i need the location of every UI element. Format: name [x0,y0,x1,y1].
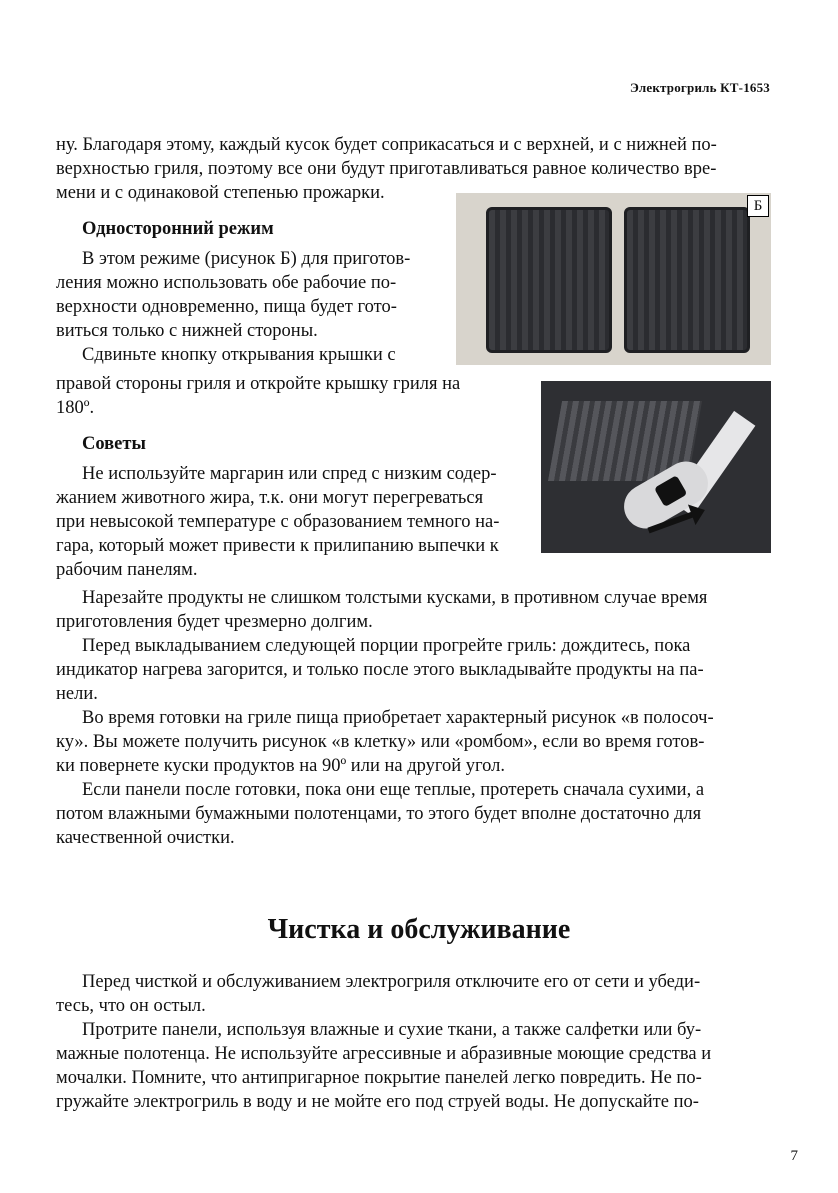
text-line: мочалки. Помните, что антипригарное покрытие панелей легко повредить. Не по- [56,1068,702,1088]
figure-hinge-button [541,381,771,553]
figure-label: Б [747,195,769,217]
text-line: Сдвиньте кнопку открывания крышки с [82,345,396,365]
text-line: рабочим панелям. [56,560,198,580]
cleaning-section [56,970,771,1114]
text-line: мени и с одинаковой степенью прожарки. [56,183,385,203]
text-line: Перед выкладыванием следующей порции прогрейте гриль: дождитесь, пока [82,636,691,656]
page-header: Электрогриль КТ-1653 [630,80,770,95]
text-line: ку». Вы можете получить рисунок «в клетку» или «ромбом», если во время готов- [56,732,705,752]
single-mode-heading: Односторонний режим [82,219,274,239]
page-number: 7 [790,1148,798,1164]
text-line: потом влажными бумажными полотенцами, то этого будет вполне достаточно для [56,804,702,824]
release-button [654,475,688,507]
text-line: Перед чисткой и обслуживанием электрогриля отключите его от сети и убеди- [82,972,701,992]
single-mode-continued [56,372,536,420]
text-line: Если панели после готовки, пока они еще теплые, протереть сначала сухими, а [82,780,705,800]
text-line: правой стороны гриля и откройте крышку гриля на [56,374,461,394]
text-line: при невысокой температуре с образованием темного на- [56,512,500,532]
tips-section [56,432,536,582]
text-line: виться только с нижней стороны. [56,321,318,341]
grill-plate-left [486,207,612,353]
text-line: тесь, что он остыл. [56,996,206,1016]
text-line: индикатор нагрева загорится, и только после этого выкладывайте продукты на па- [56,660,704,680]
text-line: Во время готовки на гриле пища приобретает характерный рисунок «в полосоч- [82,708,714,728]
grill-plate-right [624,207,750,353]
text-line: В этом режиме (рисунок Б) для приготов- [82,249,411,269]
text-line: ки повернете куски продуктов на 90º или на другой угол. [56,756,506,776]
figure-open-grill [456,193,771,365]
text-line: качественной очистки. [56,828,235,848]
single-mode-section [56,217,456,367]
text-line: Протрите панели, используя влажные и сухие ткани, а также салфетки или бу- [82,1020,702,1040]
text-line: гара, который может привести к прилипанию выпечки к [56,536,499,556]
text-line: верхностью гриля, поэтому все они будут приготавливаться равное количество вре- [56,159,717,179]
text-line: мажные полотенца. Не используйте агрессивные и абразивные моющие средства и [56,1044,712,1064]
tips-continued [56,586,771,850]
text-line: гружайте электрогриль в воду и не мойте его под струей воды. Не допускайте по- [56,1092,699,1112]
text-line: Нарезайте продукты не слишком толстыми кусками, в противном случае время [82,588,708,608]
section-title: Чистка и обслуживание [267,914,571,945]
text-line: нели. [56,684,98,704]
text-line: приготовления будет чрезмерно долгим. [56,612,373,632]
text-line: верхности одновременно, пища будет гото- [56,297,397,317]
tips-heading: Советы [82,434,146,454]
text-line: 180º. [56,398,95,418]
text-line: Не используйте маргарин или спред с низким содер- [82,464,497,484]
text-line: жанием животного жира, т.к. они могут перегреваться [56,488,484,508]
text-line: ну. Благодаря этому, каждый кусок будет соприкасаться и с верхней, и с нижней по- [56,135,717,155]
text-line: ления можно использовать обе рабочие по- [56,273,397,293]
